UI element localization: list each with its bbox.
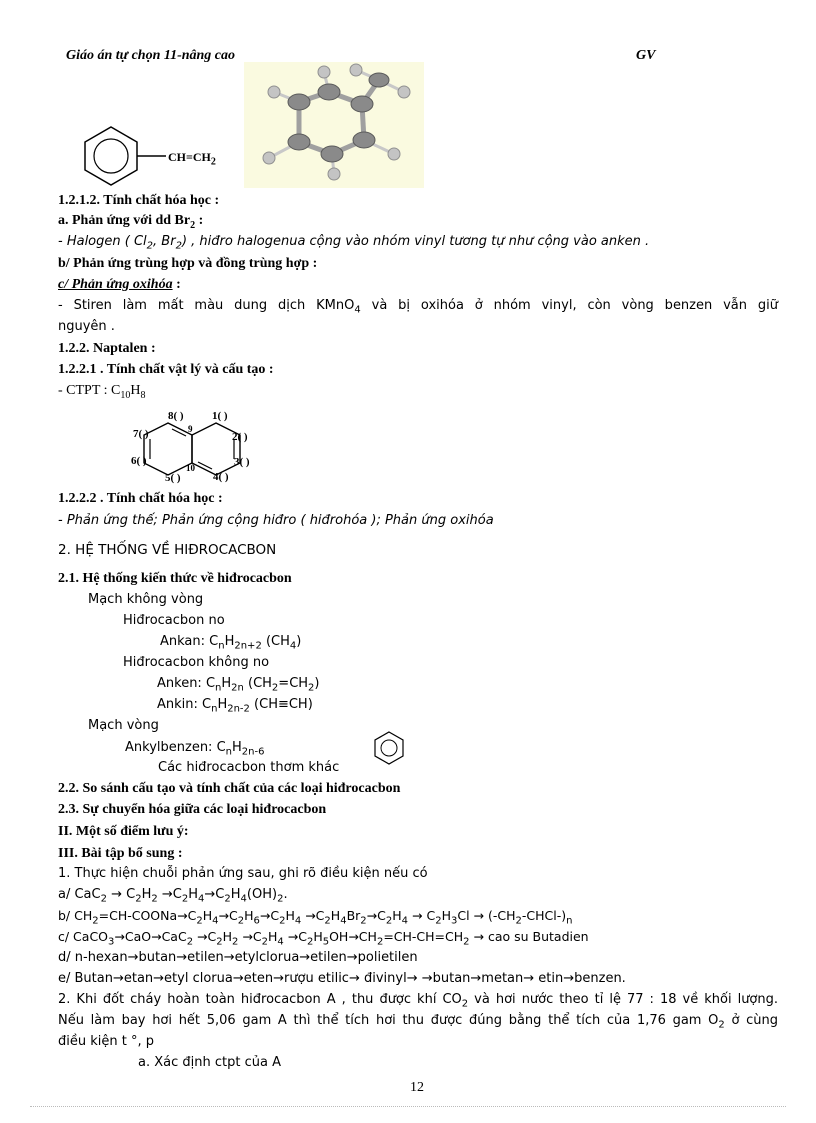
benzene-ring-icon <box>371 730 407 766</box>
naphthalene-pos-8: 8( ) <box>168 410 184 422</box>
tree-other-aromatic: Các hiđrocacbon thơm khác <box>158 760 340 775</box>
heading-2-3: 2.3. Sự chuyển hóa giữa các loại hiđrocacbon <box>58 802 327 817</box>
heading-2-2: 2.2. So sánh cấu tạo và tính chất của các loại hiđrocacbon <box>58 781 401 796</box>
tree-unsaturated: Hiđrocacbon không no <box>123 655 270 670</box>
exercise-2-line3: điều kiện t °, p <box>58 1034 154 1049</box>
text-ctpt-naphthalene: - CTPT : $C_{10}H_8$ <box>58 383 146 401</box>
text-styrene-oxidation-cont: nguyên . <box>58 319 115 334</box>
text-halogen-addition: - Halogen ( $Cl_2$, $Br_2$) , hiđro halogenua cộng vào nhóm vinyl tương tự như cộng vào anken . <box>58 234 650 252</box>
tree-alkene: Anken: $C_nH_{2n}$ $(CH_2=CH_2)$ <box>157 676 320 694</box>
exercise-2-line1: 2. Khi đốt cháy hoàn toàn hiđrocacbon A , thu được khí $CO_2$ và hơi nước theo tỉ lệ 77 : 18 về khối lượng. <box>58 992 779 1010</box>
exercise-1d: d/ n-hexan→butan→etilen→etylclorua→etilen→polietilen <box>58 950 418 965</box>
tree-alkylbenzene: Ankylbenzen: $C_nH_{2n-6}$ <box>125 740 265 758</box>
header-title: Giáo án tự chọn 11-nâng cao <box>66 48 236 63</box>
heading-1-2-2-1: 1.2.2.1 . Tính chất vật lý và cấu tạo : <box>58 362 274 377</box>
naphthalene-pos-2: 2( ) <box>232 431 248 443</box>
text-naphthalene-reactions: - Phản ứng thế; Phản ứng cộng hiđro ( hiđrohóa ); Phản ứng oxihóa <box>58 513 494 528</box>
heading-1-2-1-2: 1.2.1.2. Tính chất hóa học : <box>58 193 220 208</box>
exercise-1e: e/ Butan→etan→etyl clorua→eten→rượu etilic→ đivinyl→ →butan→metan→ etin→benzen. <box>58 971 626 986</box>
heading-exercises: III. Bài tập bổ sung : <box>58 846 183 861</box>
heading-section-2: 2. HỆ THỐNG VỀ HIĐROCACBON <box>58 542 277 558</box>
exercise-2-line2: Nếu làm bay hơi hết 5,06 gam A thì thể tích hơi thu được đúng bằng thể tích của 1,76 gam $O_2$ ở cùng <box>58 1013 778 1031</box>
tree-alkyne: Ankin: $C_nH_{2n-2}$ (CH≡CH) <box>157 697 313 715</box>
exercise-1c: c/ CaCO$_3$→CaO→CaC$_2$ $\to C_2H_2 \to C_2H_4 \to C_2H_5OH\to CH_2=CH-CH=CH_2$ → cao su Butadien <box>58 929 589 948</box>
tree-cyclic: Mạch vòng <box>88 718 159 733</box>
heading-naphthalene: 1.2.2. Naptalen : <box>58 341 156 356</box>
heading-bromine-reaction: a. Phản ứng với dd $Br_2$ : <box>58 213 204 231</box>
styrene-vinyl-group: $CH=CH_2$ <box>168 150 216 168</box>
naphthalene-pos-3: 3( ) <box>234 456 250 468</box>
naphthalene-pos-10: 10 <box>186 463 195 473</box>
exercise-1b: b/ $CH_2=CH-COONa\to C_2H_4\to C_2H_6\to C_2H_4 \to C_2H_4Br_2\to C_2H_4 \to C_2H_3Cl$ → $(-CH_2-CHCl-)_n$ <box>58 908 573 927</box>
naphthalene-pos-1: 1( ) <box>212 410 228 422</box>
naphthalene-pos-4: 4( ) <box>213 471 229 483</box>
exercise-1a: a/ $CaC_2 \to C_2H_2 \to C_2H_4\to C_2H_4(OH)_2$. <box>58 887 288 905</box>
page-bottom-divider <box>30 1106 786 1107</box>
naphthalene-pos-7: 7( ) <box>133 428 149 440</box>
page-number: 12 <box>410 1080 424 1095</box>
naphthalene-structure-diagram <box>128 405 258 490</box>
tree-alkane: Ankan: $C_nH_{2n+2}$ $(CH_4)$ <box>160 634 302 652</box>
styrene-3d-model-image <box>244 62 424 188</box>
heading-oxidation: c/ Phản ứng oxihóa : <box>58 277 181 292</box>
heading-2-1: 2.1. Hệ thống kiến thức về hiđrocacbon <box>58 571 292 586</box>
tree-saturated: Hiđrocacbon no <box>123 613 225 628</box>
exercise-1-prompt: 1. Thực hiện chuỗi phản ứng sau, ghi rõ điều kiện nếu có <box>58 866 428 881</box>
exercise-2a: a. Xác định ctpt của A <box>138 1055 281 1070</box>
heading-notes: II. Một số điểm lưu ý: <box>58 824 189 839</box>
text-styrene-oxidation: - Stiren làm mất màu dung dịch KMnO$_4$ và bị oxihóa ở nhóm vinyl, còn vòng benzen vẫn giữ <box>58 298 778 316</box>
heading-1-2-2-2: 1.2.2.2 . Tính chất hóa học : <box>58 491 223 506</box>
naphthalene-pos-9: 9 <box>188 424 193 434</box>
tree-acyclic: Mạch không vòng <box>88 592 204 607</box>
header-author: GV <box>636 48 656 63</box>
naphthalene-pos-6: 6( ) <box>131 455 147 467</box>
naphthalene-pos-5: 5( ) <box>165 472 181 484</box>
heading-polymerization: b/ Phản ứng trùng hợp và đồng trùng hợp : <box>58 256 318 271</box>
